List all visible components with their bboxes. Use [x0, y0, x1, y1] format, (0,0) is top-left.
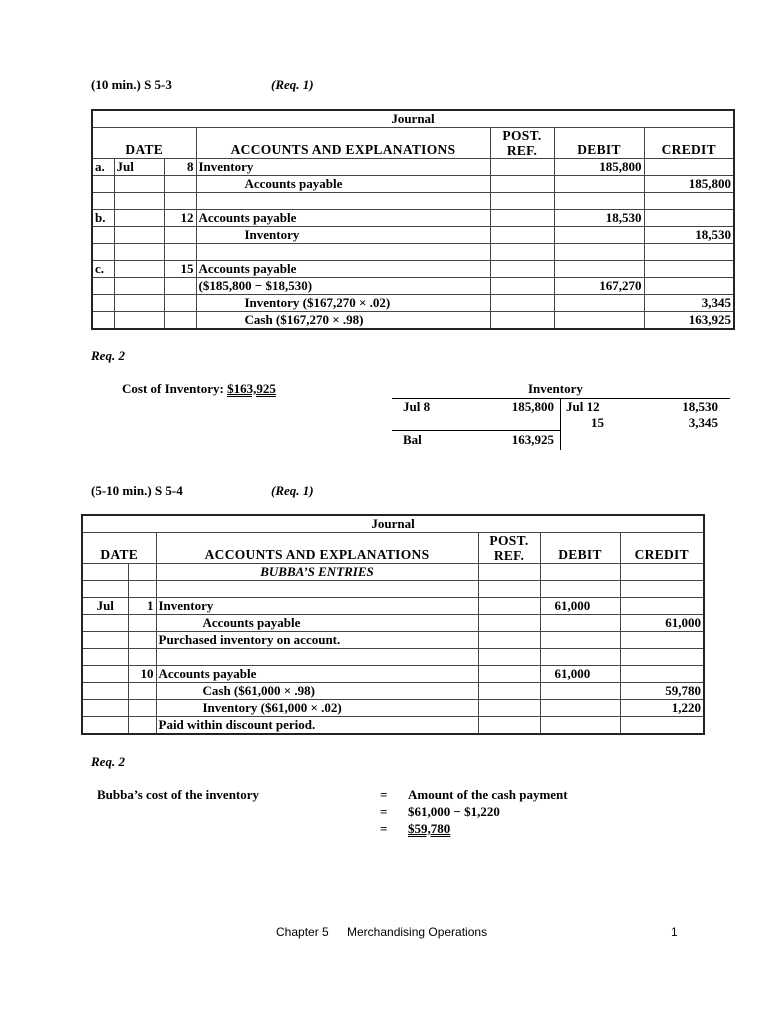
taccount-right-amount: 18,530: [682, 399, 718, 414]
s54-date-header: DATE: [82, 533, 156, 564]
credit-cell: [620, 649, 704, 666]
credit-cell: 185,800: [644, 176, 734, 193]
table-row: [82, 666, 704, 683]
s53-req1-label: (Req. 1): [271, 77, 314, 92]
credit-cell: [644, 261, 734, 278]
taccount-balance-rule: [392, 430, 560, 431]
s54-entries-title: BUBBA’S ENTRIES: [156, 564, 478, 581]
post-ref-cell: [490, 295, 554, 312]
s54-post-label: POST.: [489, 533, 529, 548]
post-ref-cell: [490, 210, 554, 227]
s54-req1-label: (Req. 1): [271, 483, 314, 498]
credit-cell: [620, 666, 704, 683]
debit-cell: [540, 700, 620, 717]
account-cell: ($185,800 − $18,530): [196, 278, 490, 295]
date-day: [128, 632, 156, 649]
debit-cell: [540, 615, 620, 632]
post-ref-cell: [490, 193, 554, 210]
credit-cell: 59,780: [620, 683, 704, 700]
date-day: [128, 717, 156, 735]
debit-cell: [554, 193, 644, 210]
entry-letter: [92, 295, 114, 312]
post-ref-cell: [490, 312, 554, 330]
date-day: 12: [164, 210, 196, 227]
debit-cell: [540, 581, 620, 598]
debit-cell: [554, 295, 644, 312]
date-month: [82, 683, 128, 700]
table-row: [92, 261, 734, 278]
credit-cell: [620, 598, 704, 615]
date-month: [82, 700, 128, 717]
credit-cell: [620, 717, 704, 735]
debit-cell: [540, 632, 620, 649]
date-day: [128, 700, 156, 717]
s53-cost-value: $163,925: [227, 381, 276, 396]
entry-letter: [92, 193, 114, 210]
debit-cell: [540, 683, 620, 700]
credit-cell: [644, 159, 734, 176]
date-day: [164, 295, 196, 312]
account-cell: [156, 581, 478, 598]
s54-journal-table: [81, 514, 705, 735]
entry-letter: [92, 312, 114, 330]
taccount-title: Inventory: [528, 381, 583, 396]
table-row: [82, 700, 704, 717]
post-ref-cell: [478, 632, 540, 649]
s53-journal-table: [91, 109, 735, 330]
date-month: Jul: [114, 159, 164, 176]
debit-cell: [554, 312, 644, 330]
date-day: [128, 683, 156, 700]
entry-letter: [92, 176, 114, 193]
credit-cell: [644, 278, 734, 295]
s54-ref-label: REF.: [493, 548, 525, 563]
account-cell: Inventory: [156, 598, 478, 615]
post-ref-cell: [478, 666, 540, 683]
post-ref-cell: [478, 717, 540, 735]
credit-cell: 61,000: [620, 615, 704, 632]
date-day: 10: [128, 666, 156, 683]
s54-accounts-header: ACCOUNTS AND EXPLANATIONS: [156, 533, 478, 564]
s54-post-ref-header: [478, 533, 540, 564]
date-month: [114, 295, 164, 312]
date-day: [164, 278, 196, 295]
date-month: [82, 581, 128, 598]
table-row: [82, 683, 704, 700]
date-month: [82, 717, 128, 735]
post-ref-cell: [490, 244, 554, 261]
table-row: [92, 210, 734, 227]
debit-cell: 18,530: [554, 210, 644, 227]
equals-sign: =: [380, 787, 388, 802]
s53-post-label: POST.: [502, 128, 542, 143]
post-ref-cell: [478, 683, 540, 700]
s54-line-cash-payment: Amount of the cash payment: [408, 787, 568, 802]
date-month: [82, 632, 128, 649]
taccount-center-rule: [560, 398, 561, 450]
date-day: [164, 176, 196, 193]
account-cell: [156, 649, 478, 666]
table-row: [82, 615, 704, 632]
taccount-balance-label: Bal: [403, 432, 422, 447]
s53-heading: (10 min.) S 5-3: [91, 77, 172, 92]
footer-title: Merchandising Operations: [347, 925, 488, 939]
date-day: [164, 227, 196, 244]
credit-cell: [644, 210, 734, 227]
date-month: [114, 210, 164, 227]
table-row: [82, 649, 704, 666]
footer-chapter: Chapter 5: [276, 925, 329, 939]
s53-credit-header: CREDIT: [644, 128, 734, 159]
s54-line-result: $59,780: [408, 821, 451, 836]
table-row: [82, 717, 704, 735]
date-day: [164, 312, 196, 330]
s53-debit-header: DEBIT: [554, 128, 644, 159]
s54-line-calculation: $61,000 − $1,220: [408, 804, 500, 819]
date-month: [82, 649, 128, 666]
account-cell: Paid within discount period.: [156, 717, 478, 735]
table-row: [92, 312, 734, 330]
equals-sign: =: [380, 821, 388, 836]
account-cell: [196, 193, 490, 210]
credit-cell: [620, 581, 704, 598]
s54-journal-title: Journal: [82, 515, 704, 533]
taccount-left-label: Jul 8: [403, 399, 431, 414]
footer-page-number: 1: [671, 925, 678, 939]
account-cell: Inventory ($61,000 × .02): [156, 700, 478, 717]
debit-cell: [554, 261, 644, 278]
post-ref-cell: [490, 159, 554, 176]
s53-date-header: DATE: [92, 128, 196, 159]
account-cell: Accounts payable: [196, 261, 490, 278]
account-cell: Inventory: [196, 227, 490, 244]
entry-letter: a.: [92, 159, 114, 176]
debit-cell: 185,800: [554, 159, 644, 176]
s53-req2-label: Req. 2: [91, 348, 125, 363]
debit-cell: [540, 649, 620, 666]
equals-sign: =: [380, 804, 388, 819]
entry-letter: c.: [92, 261, 114, 278]
debit-cell: [554, 244, 644, 261]
s54-debit-header: DEBIT: [540, 533, 620, 564]
table-row: [92, 295, 734, 312]
account-cell: Accounts payable: [156, 666, 478, 683]
account-cell: Inventory ($167,270 × .02): [196, 295, 490, 312]
account-cell: Cash ($61,000 × .98): [156, 683, 478, 700]
taccount-right-label: 15: [591, 415, 604, 430]
date-day: 1: [128, 598, 156, 615]
date-day: [128, 649, 156, 666]
debit-cell: [554, 176, 644, 193]
date-month: [114, 261, 164, 278]
post-ref-cell: [490, 176, 554, 193]
credit-cell: [644, 244, 734, 261]
credit-cell: 163,925: [644, 312, 734, 330]
date-day: [128, 615, 156, 632]
s53-post-ref-header: [490, 128, 554, 159]
table-row: [92, 159, 734, 176]
entry-letter: [92, 278, 114, 295]
date-month: [114, 312, 164, 330]
table-row: [92, 176, 734, 193]
s54-credit-header: CREDIT: [620, 533, 704, 564]
debit-cell: 61,000: [540, 598, 620, 615]
credit-cell: 1,220: [620, 700, 704, 717]
account-cell: Cash ($167,270 × .98): [196, 312, 490, 330]
date-month: [114, 278, 164, 295]
post-ref-cell: [478, 700, 540, 717]
s54-heading: (5-10 min.) S 5-4: [91, 483, 183, 498]
taccount-right-label: Jul 12: [566, 399, 600, 414]
table-row: [82, 581, 704, 598]
date-month: Jul: [82, 598, 128, 615]
account-cell: Accounts payable: [196, 176, 490, 193]
date-day: 8: [164, 159, 196, 176]
s53-ref-label: REF.: [506, 143, 538, 158]
debit-cell: 61,000: [540, 666, 620, 683]
debit-cell: 167,270: [554, 278, 644, 295]
s54-cost-label: Bubba’s cost of the inventory: [97, 787, 260, 802]
date-month: [114, 244, 164, 261]
table-row: [92, 244, 734, 261]
s53-accounts-header: ACCOUNTS AND EXPLANATIONS: [196, 128, 490, 159]
entry-letter: b.: [92, 210, 114, 227]
taccount-balance-amount: 163,925: [511, 432, 554, 447]
account-cell: Purchased inventory on account.: [156, 632, 478, 649]
post-ref-cell: [490, 278, 554, 295]
post-ref-cell: [478, 581, 540, 598]
entry-letter: [92, 244, 114, 261]
table-row: [92, 278, 734, 295]
post-ref-cell: [478, 649, 540, 666]
post-ref-cell: [478, 598, 540, 615]
table-row: [82, 598, 704, 615]
date-day: 15: [164, 261, 196, 278]
date-month: [114, 227, 164, 244]
account-cell: Inventory: [196, 159, 490, 176]
s53-cost-line: [122, 381, 276, 397]
table-row: [92, 193, 734, 210]
post-ref-cell: [490, 261, 554, 278]
s53-journal-title: Journal: [92, 110, 734, 128]
account-cell: Accounts payable: [156, 615, 478, 632]
table-row: [92, 227, 734, 244]
taccount-right-amount: 3,345: [688, 415, 718, 430]
table-row: [82, 632, 704, 649]
s53-cost-label: Cost of Inventory:: [122, 381, 228, 396]
credit-cell: 18,530: [644, 227, 734, 244]
date-month: [82, 615, 128, 632]
debit-cell: [540, 717, 620, 735]
credit-cell: 3,345: [644, 295, 734, 312]
credit-cell: [620, 632, 704, 649]
entry-letter: [92, 227, 114, 244]
credit-cell: [644, 193, 734, 210]
date-month: [82, 666, 128, 683]
date-day: [164, 193, 196, 210]
debit-cell: [554, 227, 644, 244]
date-month: [114, 176, 164, 193]
date-day: [128, 581, 156, 598]
post-ref-cell: [478, 615, 540, 632]
account-cell: Accounts payable: [196, 210, 490, 227]
post-ref-cell: [490, 227, 554, 244]
date-day: [164, 244, 196, 261]
taccount-left-amount: 185,800: [511, 399, 554, 414]
date-month: [114, 193, 164, 210]
account-cell: [196, 244, 490, 261]
s54-req2-label: Req. 2: [91, 754, 125, 769]
